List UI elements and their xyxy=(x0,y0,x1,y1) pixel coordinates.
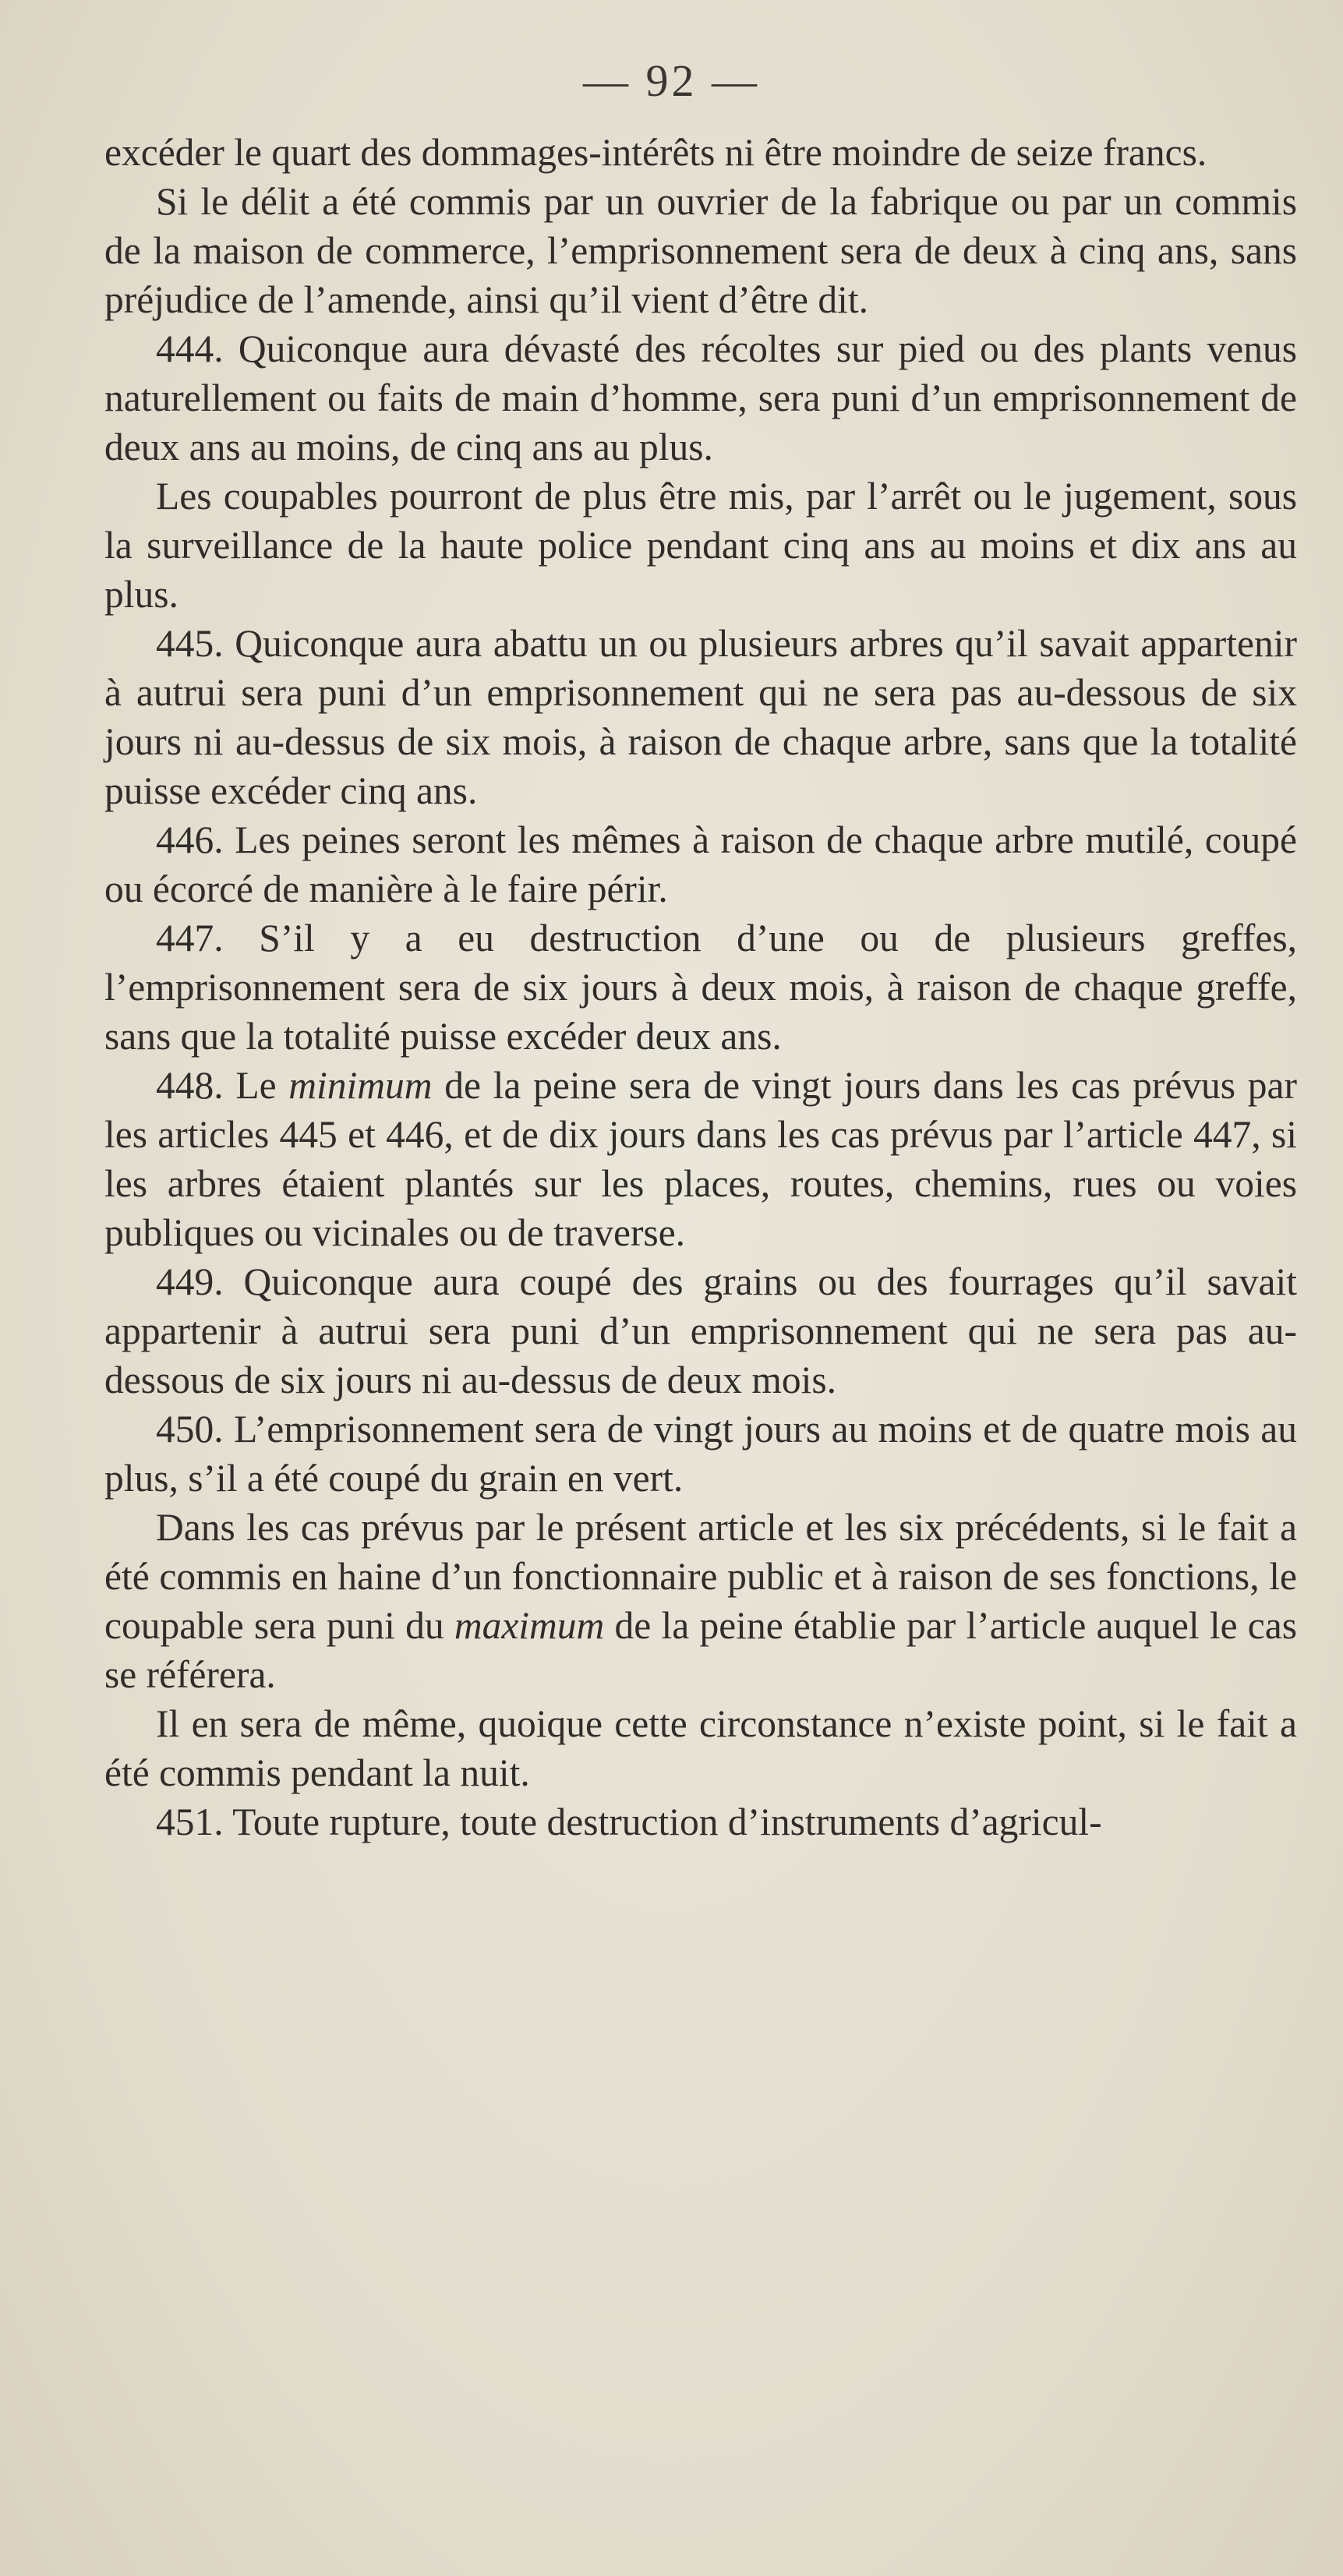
body-text xyxy=(104,128,1297,1846)
page-number: — 92 — xyxy=(583,55,760,106)
text-run: 448. Le xyxy=(156,1064,289,1107)
paragraph: Il en sera de même, quoique cette circonstance n’existe point, si le fait a été commis pendant la nuit. xyxy=(104,1702,1297,1794)
paragraph xyxy=(104,1503,1297,1699)
text-run: Dans les cas prévus par le présent article et les six précédents, si le fait a été commis en haine d’un fonctionnaire public et à raison de ses fonctions, le coupable sera puni du xyxy=(104,1506,1297,1647)
article-446: 446. Les peines seront les mêmes à raison de chaque arbre mutilé, coupé ou écorcé de manière à le faire périr. xyxy=(104,818,1297,910)
article-451: 451. Toute rupture, toute destruction d’instruments d’agricul- xyxy=(156,1800,1102,1843)
article-445: 445. Quiconque aura abattu un ou plusieurs arbres qu’il savait appartenir à autrui sera puni d’un emprisonnement qui ne sera pas au-dessous de six jours ni au-dessus de six mois, à raison de chaque arbre, sans que la totalité puisse excéder cinq ans. xyxy=(104,622,1297,812)
article-444: 444. Quiconque aura dévasté des récoltes sur pied ou des plants venus naturellement ou faits de main d’homme, sera puni d’un emprisonnement de deux ans au moins, de cinq ans au plus. xyxy=(104,327,1297,468)
italic-term: minimum xyxy=(288,1064,433,1107)
paragraph: Les coupables pourront de plus être mis, par l’arrêt ou le jugement, sous la surveillance de la haute police pendant cinq ans au moins et dix ans au plus. xyxy=(104,475,1297,616)
article-447: 447. S’il y a eu destruction d’une ou de plusieurs greffes, l’emprisonnement sera de six jours à deux mois, à raison de chaque greffe, sans que la totalité puisse excéder deux ans. xyxy=(104,917,1297,1058)
article-449: 449. Quiconque aura coupé des grains ou des fourrages qu’il savait appartenir à autrui sera puni d’un emprisonnement qui ne sera pas au-dessous de six jours ni au-dessus de deux mois. xyxy=(104,1260,1297,1401)
article-450: 450. L’emprisonnement sera de vingt jours au moins et de quatre mois au plus, s’il a été coupé du grain en vert. xyxy=(104,1408,1297,1500)
italic-term: maximum xyxy=(454,1604,605,1647)
article-448 xyxy=(104,1061,1297,1257)
text-run: de la peine établie par l’article auquel le cas se référera. xyxy=(104,1604,1297,1696)
text-run: de la peine sera de vingt jours dans les cas prévus par les articles 445 et 446, et de dix jours dans les cas prévus par l’article 447, si les arbres étaient plantés sur les places, routes, chemins, rues ou voies publiques ou vicinales ou de traverse. xyxy=(104,1064,1297,1254)
paragraph-continuation: excéder le quart des dommages-intérêts ni être moindre de seize francs. xyxy=(104,131,1207,174)
paragraph: Si le délit a été commis par un ouvrier de la fabrique ou par un commis de la maison de commerce, l’emprisonnement sera de deux à cinq ans, sans préjudice de l’amende, ainsi qu’il vient d’être dit. xyxy=(104,180,1297,321)
